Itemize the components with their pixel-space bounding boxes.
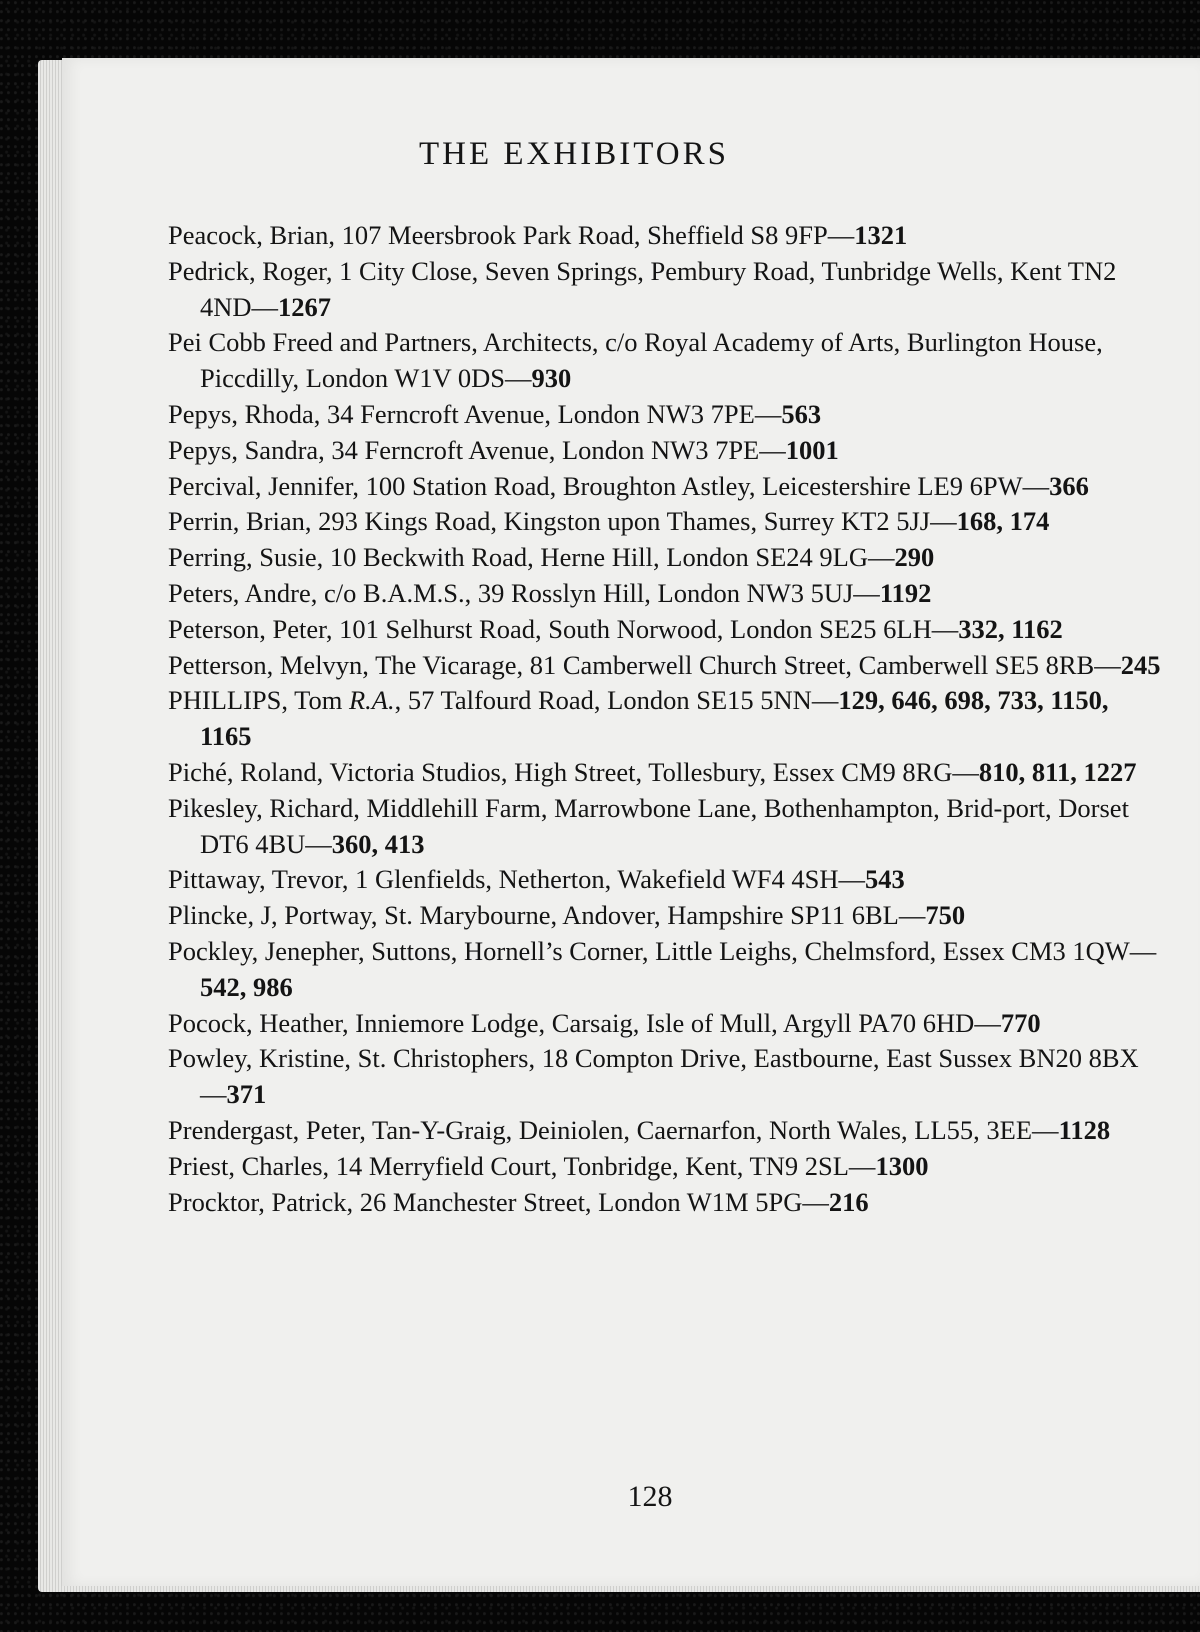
entry-text: Procktor, Patrick, 26 Manchester Street, London W1M 5PG— — [168, 1186, 829, 1217]
exhibitor-list — [168, 218, 1164, 1220]
entry-text: Pikesley, Richard, Middlehill Farm, Marrowbone Lane, Bothenhampton, Brid-port, Dorset DT6 4BU— — [168, 792, 1129, 859]
list-item — [168, 862, 1164, 898]
entry-refs: 930 — [531, 363, 572, 394]
list-item — [168, 934, 1164, 1006]
entry-refs: 750 — [925, 900, 966, 931]
list-item — [168, 683, 1164, 755]
entry-text: Perring, Susie, 10 Beckwith Road, Herne Hill, London SE24 9LG— — [168, 542, 895, 573]
entry-name: PHILLIPS, Tom — [168, 685, 349, 716]
entry-text: Pittaway, Trevor, 1 Glenfields, Netherton, Wakefield WF4 4SH— — [168, 864, 866, 895]
entry-refs: 371 — [226, 1079, 267, 1110]
page-number: 128 — [627, 1480, 673, 1513]
entry-refs: 290 — [894, 542, 935, 573]
entry-text: Prendergast, Peter, Tan-Y-Graig, Deiniolen, Caernarfon, North Wales, LL55, 3EE— — [168, 1114, 1059, 1145]
entry-text: Pei Cobb Freed and Partners, Architects, c/o Royal Academy of Arts, Burlington House, Piccdilly, London W1V 0DS— — [168, 327, 1103, 394]
list-item — [168, 1006, 1164, 1042]
entry-refs: 168, 174 — [956, 506, 1050, 537]
entry-text: Percival, Jennifer, 100 Station Road, Broughton Astley, Leicestershire LE9 6PW— — [168, 470, 1050, 501]
entry-text: Pepys, Sandra, 34 Ferncroft Avenue, London NW3 7PE— — [168, 434, 786, 465]
list-item — [168, 648, 1164, 684]
entry-refs: 216 — [828, 1186, 869, 1217]
entry-refs: 563 — [781, 398, 822, 429]
entry-refs: 543 — [865, 864, 905, 895]
entry-refs: 810, 811, 1227 — [978, 756, 1137, 787]
list-item — [168, 469, 1164, 505]
list-item — [168, 1149, 1164, 1185]
list-item — [168, 791, 1164, 863]
entry-refs: 1267 — [278, 291, 332, 322]
entry-refs: 366 — [1049, 470, 1089, 501]
entry-text: Peacock, Brian, 107 Meersbrook Park Road, Sheffield S8 9FP— — [168, 220, 855, 250]
entry-refs: 542, 986 — [200, 971, 293, 1002]
entry-text: Powley, Kristine, St. Christophers, 18 Compton Drive, Eastbourne, East Sussex BN20 8BX— — [168, 1043, 1139, 1110]
entry-refs: 1192 — [879, 577, 932, 608]
list-item — [168, 540, 1164, 576]
entry-text: Plincke, J, Portway, St. Marybourne, Andover, Hampshire SP11 6BL— — [168, 900, 926, 931]
list-item — [168, 397, 1164, 433]
list-item — [168, 755, 1164, 791]
entry-refs: 332, 1162 — [958, 613, 1063, 644]
entry-text: Peters, Andre, c/o B.A.M.S., 39 Rosslyn Hill, London NW3 5UJ— — [168, 577, 880, 608]
entry-text: Pepys, Rhoda, 34 Ferncroft Avenue, London NW3 7PE— — [168, 398, 782, 429]
entry-refs: 1128 — [1058, 1114, 1111, 1145]
entry-text: Priest, Charles, 14 Merryfield Court, Tonbridge, Kent, TN9 2SL— — [168, 1150, 876, 1181]
entry-text: Piché, Roland, Victoria Studios, High Street, Tollesbury, Essex CM9 8RG— — [168, 756, 979, 787]
entry-refs: 1001 — [785, 434, 839, 465]
entry-text: Peterson, Peter, 101 Selhurst Road, South Norwood, London SE25 6LH— — [168, 613, 959, 644]
entry-refs: 129, 646, 698, 733, 1150, 1165 — [200, 685, 1109, 752]
entry-refs: 770 — [1000, 1007, 1041, 1038]
list-item — [168, 1185, 1164, 1221]
list-item — [168, 1041, 1164, 1113]
entry-text: Pedrick, Roger, 1 City Close, Seven Springs, Pembury Road, Tunbridge Wells, Kent TN2 4ND— — [168, 255, 1117, 322]
entry-text: , 57 Talfourd Road, London SE15 5NN— — [394, 685, 839, 716]
entry-refs: 1321 — [854, 220, 908, 250]
entry-refs: 1300 — [875, 1150, 929, 1181]
list-item — [168, 218, 1164, 254]
list-item — [168, 254, 1164, 326]
list-item — [168, 325, 1164, 397]
entry-text: Perrin, Brian, 293 Kings Road, Kingston upon Thames, Surrey KT2 5JJ— — [168, 506, 957, 537]
entry-text: Pocock, Heather, Inniemore Lodge, Carsaig, Isle of Mull, Argyll PA70 6HD— — [168, 1007, 1001, 1038]
list-item — [168, 898, 1164, 934]
entry-text: Petterson, Melvyn, The Vicarage, 81 Camberwell Church Street, Camberwell SE5 8RB— — [168, 649, 1121, 680]
list-item — [168, 504, 1164, 540]
list-item — [168, 612, 1164, 648]
list-item — [168, 1113, 1164, 1149]
list-item — [168, 433, 1164, 469]
entry-refs: 360, 413 — [331, 828, 425, 859]
entry-honorific: R.A. — [348, 685, 395, 716]
list-item — [168, 576, 1164, 612]
entry-text: Pockley, Jenepher, Suttons, Hornell’s Corner, Little Leighs, Chelmsford, Essex CM3 1QW— — [168, 935, 1157, 966]
page-heading: THE EXHIBITORS — [419, 136, 729, 172]
entry-refs: 245 — [1120, 649, 1161, 680]
